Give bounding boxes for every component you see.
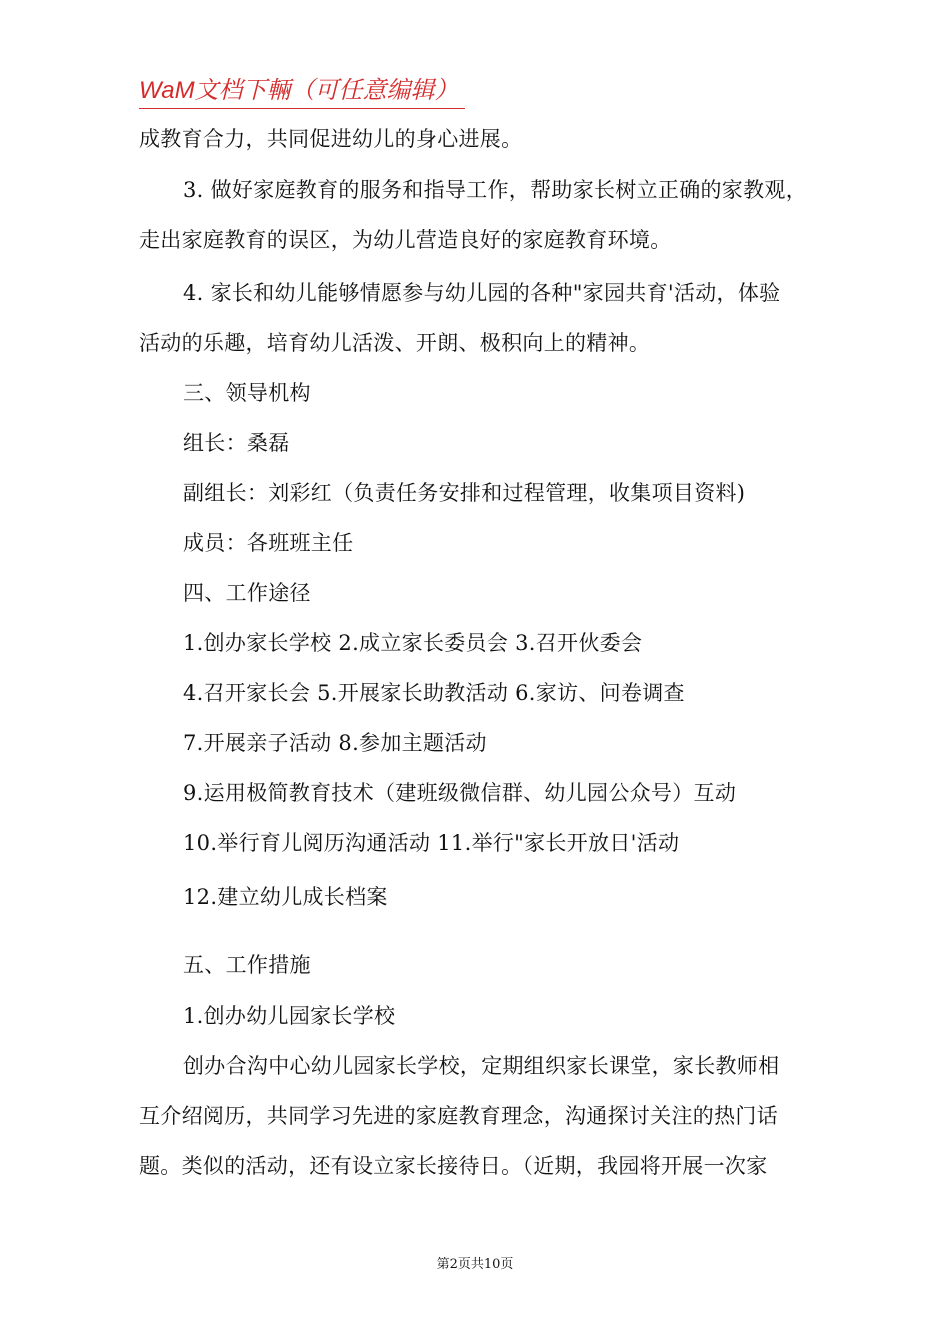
paragraph-line: 成员：各班班主任 xyxy=(183,531,354,555)
paragraph-line: 创办合沟中心幼儿园家长学校，定期组织家长课堂，家长教师相 xyxy=(183,1054,780,1078)
paragraph-line: 活动的乐趣，培育幼儿活泼、开朗、极积向上的精神。 xyxy=(139,331,651,355)
list-item: 1.创办家长学校 2.成立家长委员会 3.召开伙委会 xyxy=(183,631,643,655)
paragraph-line: 副组长：刘彩红（负责任务安排和过程管理，收集项目资料) xyxy=(183,481,746,505)
paragraph-line: 组长：桑磊 xyxy=(183,431,290,455)
list-item: 9.运用极简教育技术（建班级微信群、幼儿园公众号）互动 xyxy=(183,781,737,805)
paragraph-line: 成教育合力，共同促进幼儿的身心进展。 xyxy=(139,127,523,151)
paragraph-line: 题。类似的活动，还有设立家长接待日。（近期，我园将开展一次家 xyxy=(139,1154,768,1178)
list-item: 7.开展亲子活动 8.参加主题活动 xyxy=(183,731,487,755)
section-heading: 四、工作途径 xyxy=(183,581,311,605)
list-item: 10.举行育儿阅历沟通活动 11.举行"家长开放日'活动 xyxy=(183,831,680,855)
subsection-heading: 1.创办幼儿园家长学校 xyxy=(183,1004,396,1028)
list-item: 12.建立幼儿成长档案 xyxy=(183,885,388,909)
list-item: 4.召开家长会 5.开展家长助教活动 6.家访、问卷调查 xyxy=(183,681,685,705)
paragraph-line: 互介绍阅历，共同学习先进的家庭教育理念，沟通探讨关注的热门话 xyxy=(139,1104,778,1128)
page-number-footer: 第2页共10页 xyxy=(436,1257,514,1272)
section-heading: 三、领导机构 xyxy=(183,381,311,405)
paragraph-line: 4. 家长和幼儿能够情愿参与幼儿园的各种"家园共育'活动，体验 xyxy=(183,281,781,305)
document-header-title: WaM文档下輛（可任意编辑） xyxy=(139,74,465,109)
paragraph-line: 走出家庭教育的误区，为幼儿营造良好的家庭教育环境。 xyxy=(139,228,672,252)
section-heading: 五、工作措施 xyxy=(183,953,311,977)
paragraph-line: 3. 做好家庭教育的服务和指导工作，帮助家长树立正确的家教观， xyxy=(183,178,808,202)
